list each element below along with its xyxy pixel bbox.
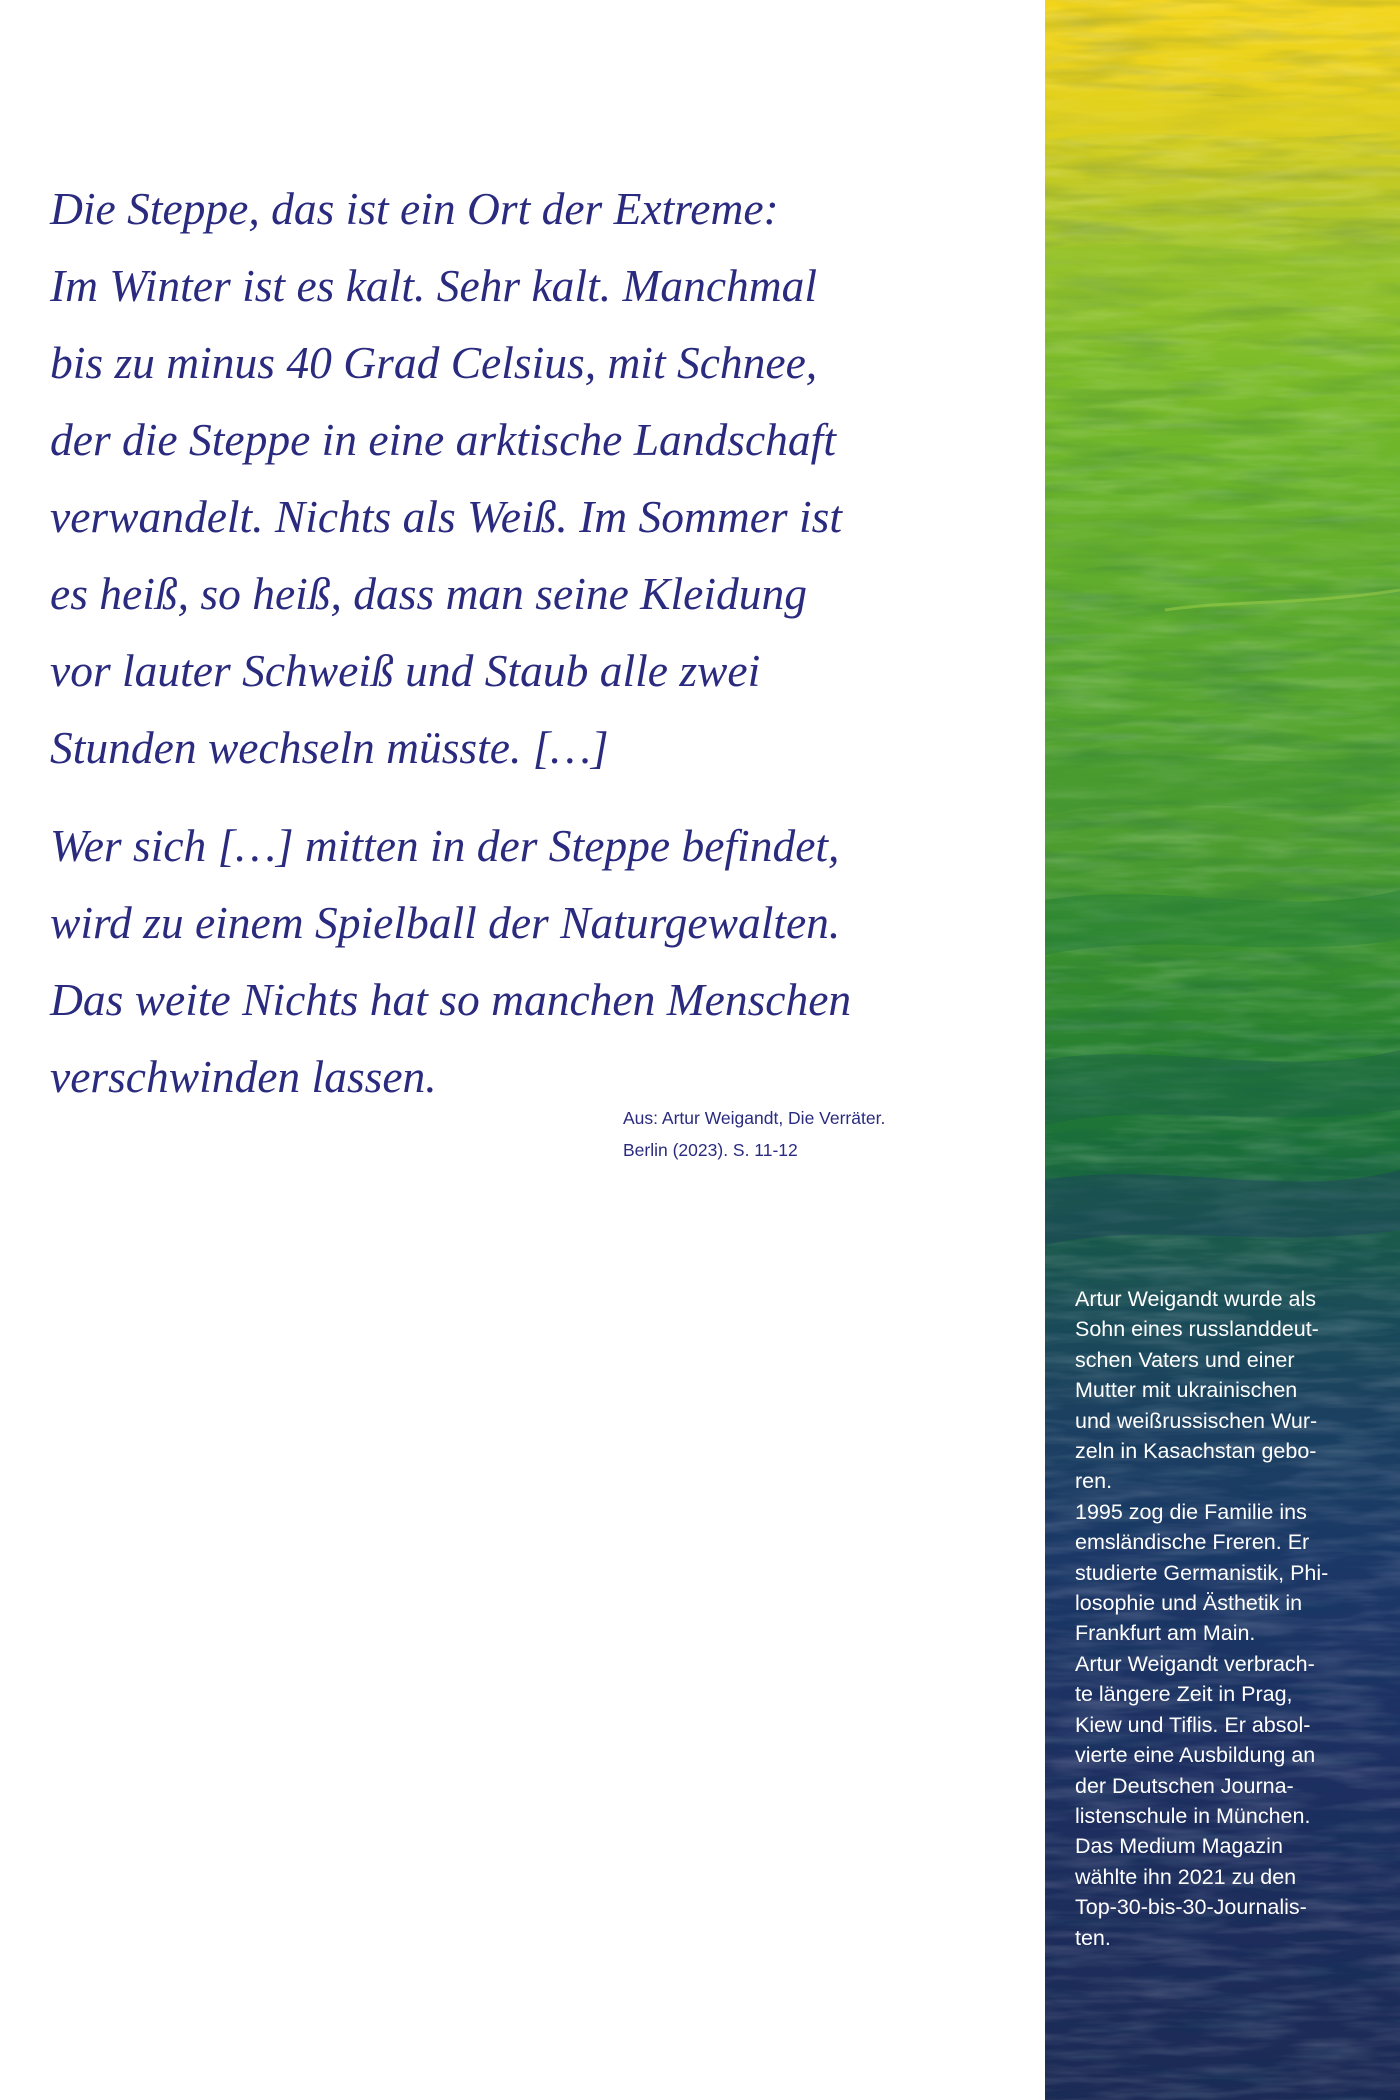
bio-line: listenschule in München.: [1075, 1803, 1311, 1828]
quote-paragraph-1: [50, 170, 1010, 786]
quote-line: bis zu minus 40 Grad Celsius, mit Schnee,: [50, 337, 818, 388]
bio-line: schen Vaters und einer: [1075, 1347, 1295, 1372]
source-line: Aus: Artur Weigandt, Die Verräter.: [623, 1108, 886, 1128]
steppe-quote: [50, 170, 1010, 1115]
source-line: Berlin (2023). S. 11-12: [623, 1140, 798, 1160]
bio-line: Frankfurt am Main.: [1075, 1621, 1256, 1646]
bio-line: 1995 zog die Familie ins: [1075, 1499, 1307, 1524]
bio-line: Mutter mit ukrainischen: [1075, 1378, 1298, 1403]
quote-paragraph-2: [50, 807, 1010, 1115]
bio-line: ren.: [1075, 1469, 1113, 1494]
quote-line: der die Steppe in eine arktische Landschaft: [50, 414, 836, 465]
quote-line: wird zu einem Spielball der Naturgewalten.: [50, 897, 841, 948]
bio-line: te längere Zeit in Prag,: [1075, 1682, 1293, 1707]
bio-line: zeln in Kasachstan gebo-: [1075, 1439, 1317, 1464]
quote-line: Die Steppe, das ist ein Ort der Extreme:: [50, 183, 779, 234]
bio-line: Artur Weigandt wurde als: [1075, 1287, 1316, 1311]
quote-line: Im Winter ist es kalt. Sehr kalt. Manchmal: [50, 260, 818, 311]
bio-line: Sohn eines russlanddeut-: [1075, 1317, 1319, 1342]
author-bio: [1075, 1284, 1375, 1953]
quote-line: verschwinden lassen.: [50, 1051, 437, 1102]
paragraph-spacer: [50, 786, 1010, 807]
bio-line: studierte Germanistik, Phi-: [1075, 1560, 1329, 1585]
quote-line: vor lauter Schweiß und Staub alle zwei: [50, 645, 761, 696]
bio-line: der Deutschen Journa-: [1075, 1773, 1294, 1798]
bio-line: Kiew und Tiflis. Er absol-: [1075, 1712, 1311, 1737]
bio-line: Top-30-bis-30-Journalis-: [1075, 1895, 1307, 1920]
bio-line: losophie und Ästhetik in: [1075, 1591, 1303, 1616]
bio-line: Das Medium Magazin: [1075, 1834, 1283, 1859]
quote-line: Wer sich […] mitten in der Steppe befindet,: [50, 820, 840, 871]
bio-line: Artur Weigandt verbrach-: [1075, 1651, 1315, 1676]
bio-line: ten.: [1075, 1925, 1111, 1950]
bio-line: vierte eine Ausbildung an: [1075, 1743, 1316, 1768]
quote-line: verwandelt. Nichts als Weiß. Im Sommer ist: [50, 491, 842, 542]
quote-line: es heiß, so heiß, dass man seine Kleidung: [50, 568, 807, 619]
bio-line: wählte ihn 2021 zu den: [1075, 1864, 1297, 1889]
bio-line: emsländische Freren. Er: [1075, 1530, 1310, 1555]
bio-line: und weißrussischen Wur-: [1075, 1408, 1318, 1433]
quote-line: Stunden wechseln müsste. […]: [50, 722, 609, 773]
quote-source: [623, 1102, 885, 1166]
quote-line: Das weite Nichts hat so manchen Menschen: [50, 974, 852, 1025]
